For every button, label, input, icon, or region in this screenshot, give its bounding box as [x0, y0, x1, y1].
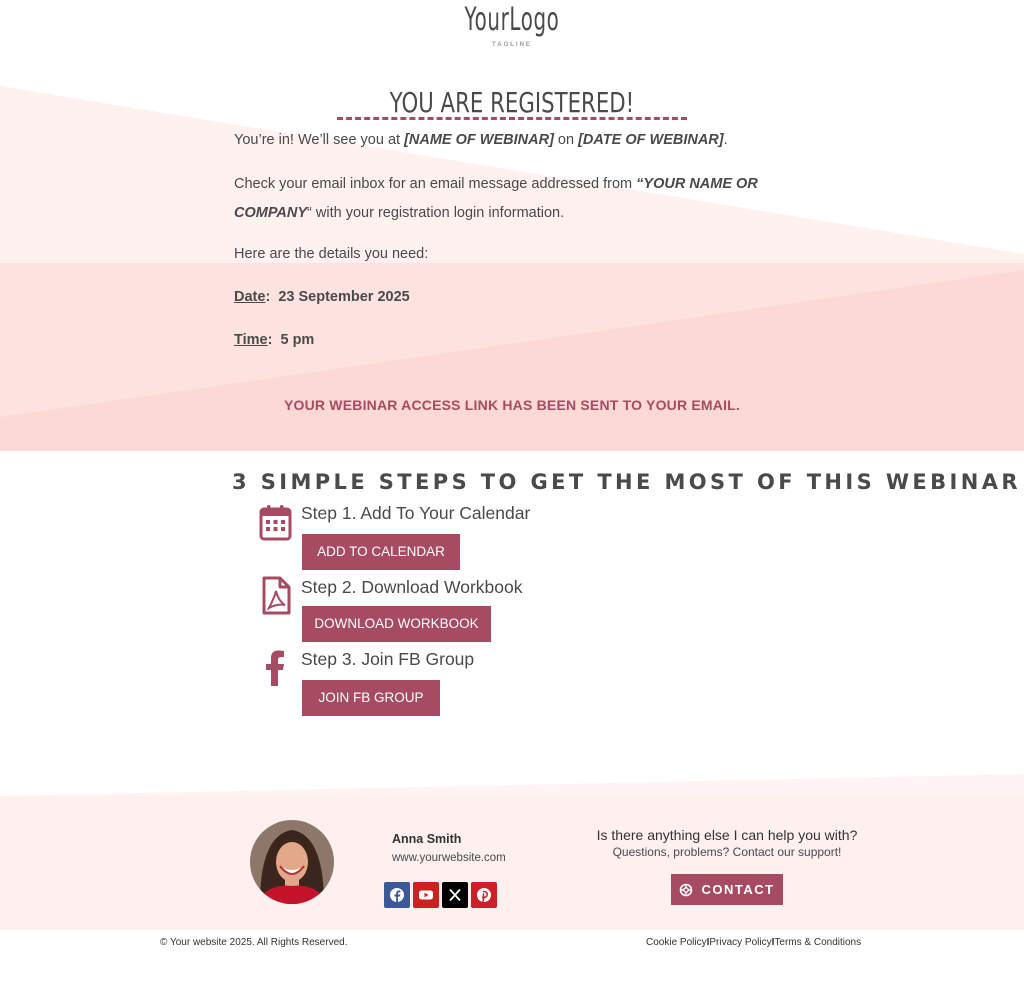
- link-separator: I: [706, 937, 710, 948]
- step-1-label: Step 1. Add To Your Calendar: [301, 503, 531, 523]
- webinar-name: [NAME OF WEBINAR]: [404, 132, 554, 148]
- access-link-notice: YOUR WEBINAR ACCESS LINK HAS BEEN SENT TO YOUR EMAIL.: [283, 397, 741, 413]
- steps-title: 3 SIMPLE STEPS TO GET THE MOST OF THIS WEBINAR: [232, 470, 1021, 494]
- time-detail: Time: 5 pm: [234, 332, 315, 348]
- webinar-date: [DATE OF WEBINAR]: [578, 132, 724, 148]
- calendar-icon: [258, 504, 294, 542]
- email-instructions: Check your email inbox for an email message addressed from “YOUR NAME OR COMPANY“ with your registration login information.: [234, 176, 758, 221]
- contact-button[interactable]: [671, 874, 783, 905]
- support-icon: [679, 883, 693, 897]
- title-dashed-underline: [337, 117, 687, 120]
- terms-conditions-link[interactable]: Terms & Conditions: [774, 937, 862, 948]
- author-name: Anna Smith: [392, 832, 462, 846]
- facebook-icon: [258, 648, 294, 686]
- author-website[interactable]: www.yourwebsite.com: [392, 852, 506, 864]
- avatar: [250, 820, 334, 904]
- logo: [0, 0, 1024, 48]
- download-workbook-button[interactable]: DOWNLOAD WORKBOOK: [302, 606, 491, 642]
- youtube-icon[interactable]: [413, 882, 439, 908]
- link-separator: I: [771, 937, 775, 948]
- cookie-policy-link[interactable]: Cookie Policy: [646, 937, 707, 948]
- logo-text: YourLogo: [464, 0, 560, 38]
- help-subtext: Questions, problems? Contact our support!: [612, 845, 842, 859]
- join-fb-group-button[interactable]: JOIN FB GROUP: [302, 680, 440, 716]
- step-3-label: Step 3. Join FB Group: [301, 649, 475, 669]
- facebook-social-icon[interactable]: [384, 882, 410, 908]
- date-value: 23 September 2025: [278, 289, 410, 305]
- logo-tagline: TAGLINE: [492, 42, 532, 48]
- x-icon[interactable]: [442, 882, 468, 908]
- copyright: © Your website 2025. All Rights Reserved.: [160, 937, 348, 948]
- registered-title: YOU ARE REGISTERED!: [389, 86, 635, 119]
- contact-button-label: CONTACT: [701, 882, 775, 897]
- help-question: Is there anything else I can help you with?: [596, 827, 858, 843]
- add-to-calendar-button[interactable]: ADD TO CALENDAR: [302, 534, 460, 570]
- pinterest-icon[interactable]: [471, 882, 497, 908]
- time-value: 5 pm: [280, 332, 315, 348]
- privacy-policy-link[interactable]: Privacy Policy: [709, 937, 772, 948]
- pdf-file-icon: [258, 576, 294, 614]
- time-label: Time: [234, 332, 268, 348]
- legal-links: [646, 937, 861, 948]
- details-intro: Here are the details you need:: [234, 246, 429, 262]
- date-label: Date: [234, 289, 266, 305]
- confirmation-text: You’re in! We’ll see you at [NAME OF WEBINAR] on [DATE OF WEBINAR].: [234, 132, 728, 148]
- step-2-label: Step 2. Download Workbook: [301, 577, 523, 597]
- date-detail: Date: 23 September 2025: [234, 289, 410, 305]
- sender-name: “YOUR NAME OR COMPANY: [234, 176, 758, 221]
